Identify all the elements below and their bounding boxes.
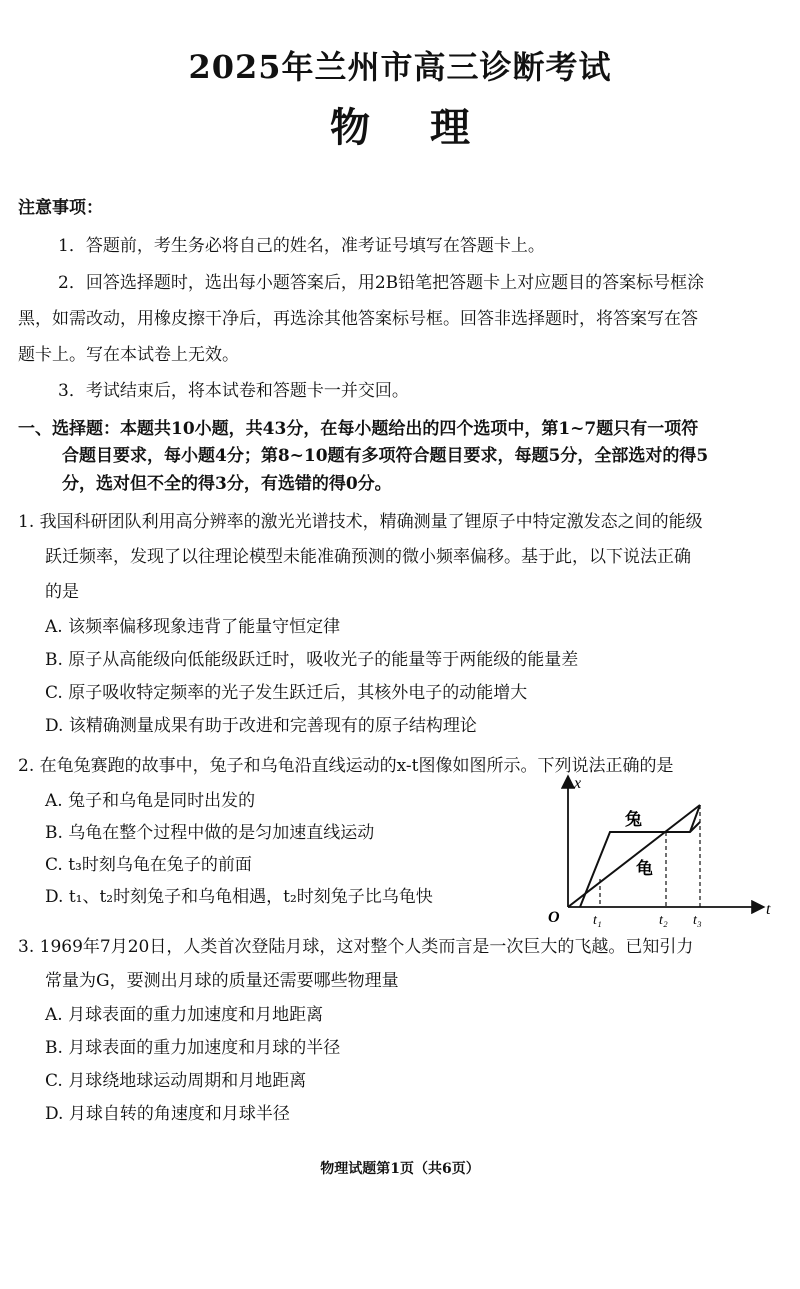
q1-stem-line-2: 跃迁频率，发现了以往理论模型未能准确预测的微小频率偏移。基于此，以下说法正确 <box>45 547 691 567</box>
q1-stem-line-1: 1. 我国科研团队利用高分辨率的激光光谱技术，精确测量了锂原子中特定激发态之间的能级 <box>18 512 703 532</box>
q3-stem-line-2: 常量为G，要测出月球的质量还需要哪些物理量 <box>45 971 399 991</box>
exam-title: 2025年兰州市高三诊断考试 <box>188 48 612 86</box>
notice-item-3: 3．考试结束后，将本试卷和答题卡一并交回。 <box>58 381 409 401</box>
page-footer: 物理试题第1页（共6页） <box>320 1161 480 1177</box>
rabbit-label: 兔 <box>625 810 642 830</box>
section-1-line-1: 一、选择题：本题共10小题，共43分，在每小题给出的四个选项中，第1~7题只有一项符 <box>18 419 699 439</box>
q2-option-b: B. 乌龟在整个过程中做的是匀加速直线运动 <box>45 823 375 843</box>
q3-option-c: C. 月球绕地球运动周期和月地距离 <box>45 1071 307 1091</box>
q2-stem: 2. 在龟兔赛跑的故事中，兔子和乌龟沿直线运动的x-t图像如图所示。下列说法正确的是 <box>18 756 674 776</box>
tick-t2: t₂ <box>659 913 668 928</box>
q3-option-d: D. 月球自转的角速度和月球半径 <box>45 1104 290 1124</box>
notice-heading: 注意事项： <box>18 198 103 218</box>
subject-title: 物理 <box>330 104 530 151</box>
x-axis-label: t <box>766 901 771 918</box>
tick-t3: t₃ <box>693 913 702 928</box>
q1-stem-line-3: 的是 <box>45 582 79 602</box>
y-axis-label: x <box>574 775 582 792</box>
origin-label: O <box>548 909 560 926</box>
q3-stem-line-1: 3. 1969年7月20日，人类首次登陆月球，这对整个人类而言是一次巨大的飞越。已知引力 <box>18 937 694 957</box>
turtle-label: 龟 <box>636 859 653 879</box>
q2-option-c: C. t₃时刻乌龟在兔子的前面 <box>45 855 252 875</box>
section-1-line-2: 合题目要求，每小题4分；第8~10题有多项符合题目要求，每题5分，全部选对的得5 <box>62 446 709 466</box>
q2-option-a: A. 兔子和乌龟是同时出发的 <box>45 791 256 811</box>
tick-t1: t₁ <box>593 913 602 928</box>
notice-item-1: 1．答题前，考生务必将自己的姓名，准考证号填写在答题卡上。 <box>58 236 545 256</box>
q1-option-d: D. 该精确测量成果有助于改进和完善现有的原子结构理论 <box>45 716 477 736</box>
q2-option-d: D. t₁、t₂时刻兔子和乌龟相遇，t₂时刻兔子比乌龟快 <box>45 887 433 907</box>
notice-item-2-cont: 黑，如需改动，用橡皮擦干净后，再选涂其他答案标号框。回答非选择题时，将答案写在答 <box>18 309 698 329</box>
xt-graph <box>530 770 780 930</box>
q1-option-b: B. 原子从高能级向低能级跃迁时，吸收光子的能量等于两能级的能量差 <box>45 650 579 670</box>
q3-option-a: A. 月球表面的重力加速度和月地距离 <box>45 1005 324 1025</box>
notice-item-2-cont2: 题卡上。写在本试卷上无效。 <box>18 345 239 365</box>
q1-option-c: C. 原子吸收特定频率的光子发生跃迁后，其核外电子的动能增大 <box>45 683 528 703</box>
notice-item-2: 2．回答选择题时，选出每小题答案后，用2B铅笔把答题卡上对应题目的答案标号框涂 <box>58 273 705 293</box>
q1-option-a: A. 该频率偏移现象违背了能量守恒定律 <box>45 617 341 637</box>
q3-option-b: B. 月球表面的重力加速度和月球的半径 <box>45 1038 341 1058</box>
section-1-line-3: 分，选对但不全的得3分，有选错的得0分。 <box>62 474 392 494</box>
